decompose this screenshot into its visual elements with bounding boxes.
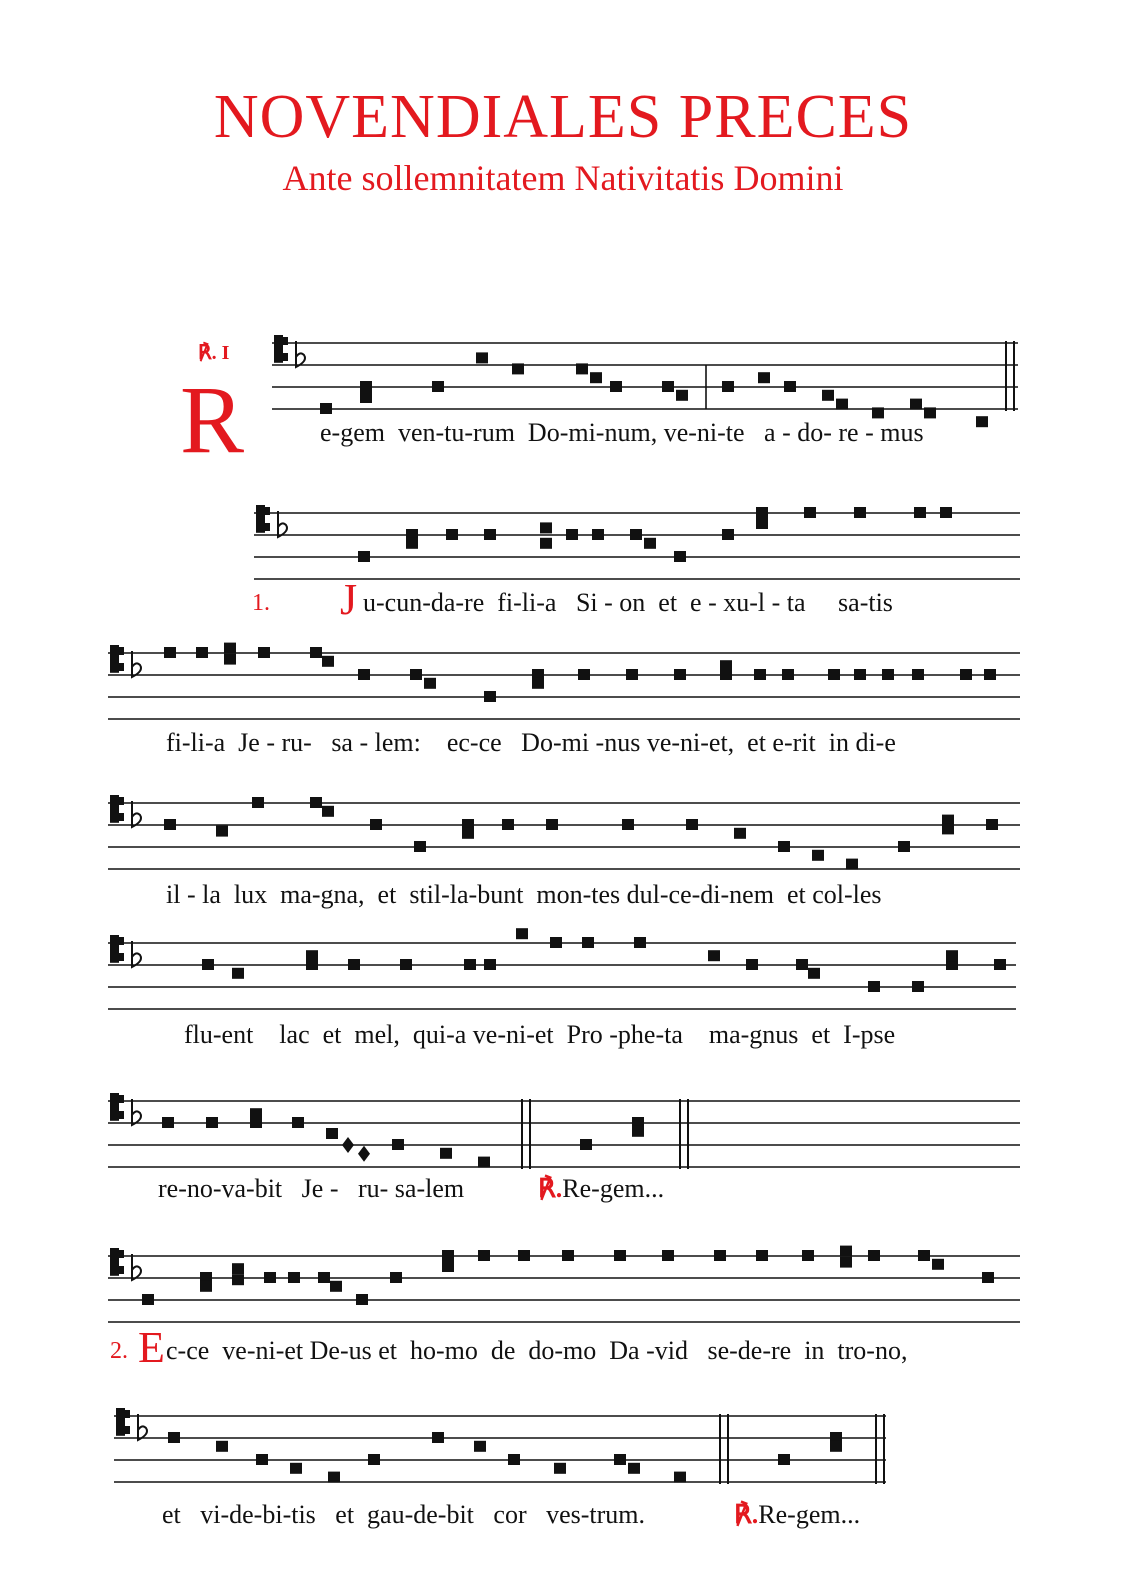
neume-note	[360, 392, 372, 403]
neume-note	[306, 959, 318, 970]
neume-note	[984, 669, 996, 680]
verse1-refrain	[538, 1174, 664, 1204]
neume-note	[196, 647, 208, 658]
verse2-refrain	[734, 1500, 860, 1530]
clef-head	[116, 1111, 124, 1119]
neume-note	[822, 390, 834, 401]
page-subtitle: Ante sollemnitatem Nativitatis Domini	[282, 158, 844, 198]
neume-note	[478, 1250, 490, 1261]
verse1-initial: J	[340, 575, 358, 624]
response-marker: ℟. I	[198, 342, 230, 364]
neume-note	[484, 529, 496, 540]
neume-note	[546, 819, 558, 830]
neume-note	[532, 678, 544, 689]
neume-note	[714, 1250, 726, 1261]
clef-head	[116, 1250, 124, 1258]
response-initial: R	[180, 366, 245, 473]
neume-note	[676, 390, 688, 401]
clef-head	[116, 1266, 124, 1274]
neume-note	[288, 1272, 300, 1283]
clef-head	[116, 953, 124, 961]
neume-note	[756, 507, 768, 518]
neume-note	[804, 507, 816, 518]
neume-note	[914, 507, 926, 518]
neume-note	[200, 1281, 212, 1292]
neume-note	[410, 669, 422, 680]
neume-note	[854, 669, 866, 680]
neume-note	[986, 819, 998, 830]
neume-note	[784, 381, 796, 392]
neume-note	[356, 1294, 368, 1305]
neume-note	[840, 1257, 852, 1268]
neume-note	[446, 529, 458, 540]
verse2-initial: E	[138, 1323, 165, 1372]
lyric-verse1-line4: flu-ent lac et mel, qui-a ve-ni-et Pro -phe-ta ma-gnus et I-pse	[184, 1020, 896, 1049]
neume-note	[550, 937, 562, 948]
neume-note	[400, 959, 412, 970]
neume-note	[910, 399, 922, 410]
neume-note	[846, 859, 858, 870]
neume-note	[614, 1250, 626, 1261]
neume-note	[976, 416, 988, 427]
rhombus-note	[358, 1146, 370, 1162]
neume-note	[854, 507, 866, 518]
verse1-number: 1.	[252, 590, 270, 616]
neume-note	[592, 529, 604, 540]
lyric-verse2-line1: c-ce ve-ni-et De-us et ho-mo de do-mo Da -vid se-de-re in tro-no,	[166, 1336, 908, 1365]
neume-note	[802, 1250, 814, 1261]
neume-note	[722, 529, 734, 540]
neume-note	[576, 363, 588, 374]
neume-note	[720, 669, 732, 680]
neume-note	[540, 538, 552, 549]
neume-note	[924, 407, 936, 418]
neume-note	[320, 403, 332, 414]
neume-note	[756, 1250, 768, 1261]
neume-note	[322, 656, 334, 667]
neume-note	[940, 507, 952, 518]
verse2-number: 2.	[110, 1338, 128, 1364]
neume-note	[516, 928, 528, 939]
neume-note	[326, 1128, 338, 1139]
neume-note	[756, 518, 768, 529]
neume-note	[216, 1441, 228, 1452]
neume-note	[722, 381, 734, 392]
flat-sign	[132, 801, 141, 827]
neume-note	[224, 654, 236, 665]
clef-head	[116, 797, 124, 805]
lyric-verse1-line3: il - la lux ma-gna, et stil-la-bunt mon-tes dul-ce-di-nem et col-les	[166, 880, 882, 909]
neume-note	[358, 551, 370, 562]
neume-note	[830, 1441, 842, 1452]
clef-head	[116, 937, 124, 945]
clef-head	[116, 647, 124, 655]
flat-sign	[296, 341, 305, 367]
neume-note	[836, 399, 848, 410]
neume-note	[432, 381, 444, 392]
neume-note	[370, 819, 382, 830]
neume-note	[708, 950, 720, 961]
neume-note	[512, 363, 524, 374]
neume-note	[840, 1246, 852, 1257]
neume-note	[960, 669, 972, 680]
neume-note	[778, 1454, 790, 1465]
flat-sign	[278, 511, 287, 537]
neume-note	[554, 1463, 566, 1474]
neume-note	[250, 1117, 262, 1128]
response-symbol: ℟.	[538, 1174, 563, 1203]
neume-note	[484, 959, 496, 970]
neume-note	[946, 950, 958, 961]
neume-note	[632, 1126, 644, 1137]
neume-note	[476, 352, 488, 363]
neume-note	[562, 1250, 574, 1261]
neume-note	[484, 691, 496, 702]
neume-note	[440, 1148, 452, 1159]
lyric-verse1-line2: fi-li-a Je - ru- sa - lem: ec-ce Do-mi -nus ve-ni-et, et e-rit in di-e	[166, 728, 896, 757]
rhombus-note	[342, 1137, 354, 1153]
neume-note	[754, 669, 766, 680]
neume-note	[734, 828, 746, 839]
flat-sign	[132, 1254, 141, 1280]
refrain-text: Re-gem...	[562, 1174, 665, 1203]
flat-sign	[132, 941, 141, 967]
neume-note	[390, 1272, 402, 1283]
flat-sign	[132, 651, 141, 677]
neume-note	[644, 538, 656, 549]
neume-note	[392, 1139, 404, 1150]
neume-note	[622, 819, 634, 830]
neume-note	[256, 1454, 268, 1465]
neume-note	[758, 372, 770, 383]
neume-note	[232, 1263, 244, 1274]
neume-note	[322, 806, 334, 817]
neume-note	[778, 841, 790, 852]
neume-note	[590, 372, 602, 383]
neume-note	[828, 669, 840, 680]
lyric-verse2-line2: et vi-de-bi-tis et gau-de-bit cor ves-trum.	[162, 1500, 646, 1529]
neume-note	[202, 959, 214, 970]
clef-head	[116, 1095, 124, 1103]
neume-note	[582, 937, 594, 948]
neume-note	[290, 1463, 302, 1474]
refrain-text: Re-gem...	[758, 1500, 861, 1529]
neume-note	[566, 529, 578, 540]
neume-note	[674, 1472, 686, 1483]
neume-note	[406, 538, 418, 549]
neume-note	[578, 669, 590, 680]
neume-note	[610, 381, 622, 392]
neume-note	[502, 819, 514, 830]
neume-note	[872, 407, 884, 418]
neume-note	[464, 959, 476, 970]
neume-note	[982, 1272, 994, 1283]
neume-note	[474, 1441, 486, 1452]
clef-head	[116, 813, 124, 821]
neume-note	[626, 669, 638, 680]
neume-note	[796, 959, 808, 970]
neume-note	[614, 1454, 626, 1465]
neume-note	[264, 1272, 276, 1283]
neume-note	[216, 826, 228, 837]
neume-note	[932, 1259, 944, 1270]
neume-note	[358, 669, 370, 680]
neume-note	[508, 1454, 520, 1465]
neume-note	[580, 1139, 592, 1150]
neume-note	[368, 1454, 380, 1465]
neume-note	[662, 381, 674, 392]
neume-note	[318, 1272, 330, 1283]
neume-note	[232, 1274, 244, 1285]
clef-head	[280, 337, 288, 345]
neume-note	[912, 669, 924, 680]
neume-note	[782, 669, 794, 680]
neume-note	[164, 819, 176, 830]
neume-note	[360, 381, 372, 392]
neume-note	[462, 828, 474, 839]
neume-note	[634, 937, 646, 948]
neume-note	[882, 669, 894, 680]
neume-note	[164, 647, 176, 658]
neume-note	[292, 1117, 304, 1128]
neume-note	[330, 1281, 342, 1292]
clef-head	[262, 523, 270, 531]
neume-note	[414, 841, 426, 852]
neume-note	[232, 968, 244, 979]
neume-note	[310, 797, 322, 808]
neume-note	[912, 981, 924, 992]
neume-note	[348, 959, 360, 970]
neume-note	[812, 850, 824, 861]
clef-head	[122, 1410, 130, 1418]
neume-note	[518, 1250, 530, 1261]
neume-note	[994, 959, 1006, 970]
neume-note	[868, 1250, 880, 1261]
neume-note	[868, 981, 880, 992]
neume-note	[328, 1472, 340, 1483]
neume-note	[252, 797, 264, 808]
neume-note	[258, 647, 270, 658]
clef-head	[116, 663, 124, 671]
neume-note	[808, 968, 820, 979]
neume-note	[628, 1463, 640, 1474]
neume-note	[674, 551, 686, 562]
flat-sign	[132, 1099, 141, 1125]
lyric-response-line1: e-gem ven-tu-rum Do-mi-num, ve-ni-te a - do- re - mus	[320, 418, 924, 447]
neume-note	[162, 1117, 174, 1128]
flat-sign	[138, 1414, 147, 1440]
neume-note	[674, 669, 686, 680]
neume-note	[424, 678, 436, 689]
neume-note	[442, 1261, 454, 1272]
clef-head	[122, 1426, 130, 1434]
neume-note	[442, 1250, 454, 1261]
clef-head	[262, 507, 270, 515]
neume-note	[540, 522, 552, 533]
neume-note	[224, 643, 236, 654]
neume-note	[206, 1117, 218, 1128]
lyric-verse1-line5: re-no-va-bit Je - ru- sa-lem	[158, 1174, 465, 1203]
neume-note	[686, 819, 698, 830]
neume-note	[746, 959, 758, 970]
lyric-verse1-line1: u-cun-da-re fi-li-a Si - on et e - xu-l - ta sa-tis	[363, 588, 893, 617]
neume-note	[662, 1250, 674, 1261]
neume-note	[310, 647, 322, 658]
neume-note	[478, 1157, 490, 1168]
clef-head	[280, 353, 288, 361]
response-symbol: ℟.	[734, 1500, 759, 1529]
neume-note	[898, 841, 910, 852]
neume-note	[918, 1250, 930, 1261]
page-title: NOVENDIALES PRECES	[213, 83, 913, 151]
neume-note	[942, 823, 954, 834]
neume-note	[142, 1294, 154, 1305]
neume-note	[630, 529, 642, 540]
neume-note	[432, 1432, 444, 1443]
neume-note	[168, 1432, 180, 1443]
